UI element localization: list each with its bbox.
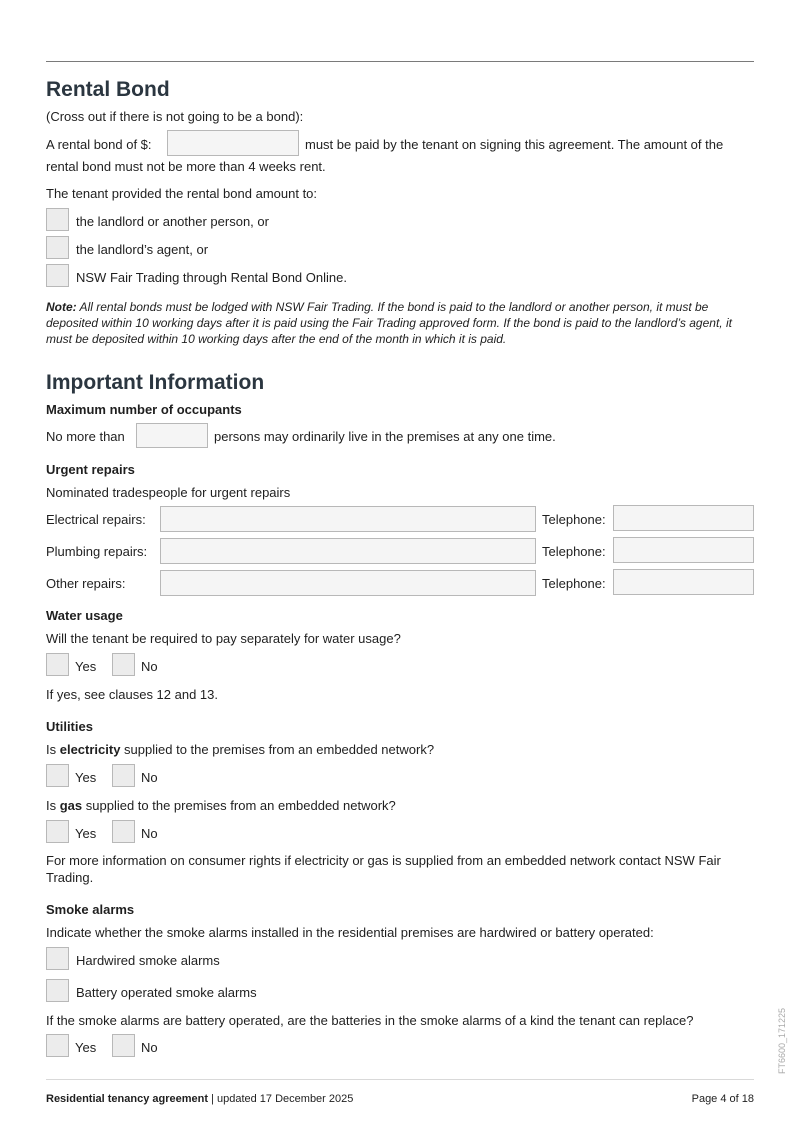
bond-agent-label: the landlord’s agent, or — [76, 242, 209, 257]
occupants-prefix: No more than — [46, 429, 125, 444]
bond-landlord-label: the landlord or another person, or — [76, 214, 269, 229]
other-name-input[interactable] — [160, 570, 536, 596]
footer-doc-title: Residential tenancy agreement — [46, 1093, 209, 1105]
bond-amount-text: must be paid by the tenant on signing this agreement. The amount of the — [305, 137, 724, 152]
electrical-label: Electrical repairs: — [46, 512, 146, 527]
water-usage-question: Will the tenant be required to pay separately for water usage? — [46, 631, 401, 646]
form-code: FT6600_171225 — [777, 1007, 787, 1074]
electricity-no-checkbox[interactable] — [112, 764, 135, 787]
electrical-phone-input[interactable] — [613, 505, 754, 531]
water-no-label: No — [141, 659, 158, 674]
footer-page-number: Page 4 of 18 — [691, 1093, 754, 1105]
gas-no-label: No — [141, 826, 158, 841]
battery-replace-question: If the smoke alarms are battery operated, are the batteries in the smoke alarms of a kind the tenant can replace? — [46, 1013, 694, 1028]
other-phone-input[interactable] — [613, 569, 754, 595]
footer-divider — [46, 1079, 754, 1080]
water-usage-heading: Water usage — [46, 608, 123, 623]
bond-amount-input[interactable] — [167, 130, 299, 156]
gas-question: Is gas supplied to the premises from an embedded network? — [46, 798, 396, 813]
top-divider — [46, 61, 754, 62]
occupants-input[interactable] — [136, 423, 208, 448]
footer-doc-info — [46, 1093, 353, 1105]
battery-replace-yes-label: Yes — [75, 1040, 97, 1055]
water-clauses-note: If yes, see clauses 12 and 13. — [46, 687, 218, 702]
smoke-alarms-question: Indicate whether the smoke alarms installed in the residential premises are hardwired or battery operated: — [46, 925, 654, 940]
embedded-network-info: For more information on consumer rights if electricity or gas is supplied from an embedded network contact NSW Fair Trading. — [46, 853, 721, 885]
gas-bold: gas — [59, 798, 83, 813]
bond-note — [46, 299, 752, 347]
urgent-repairs-intro: Nominated tradespeople for urgent repairs — [46, 485, 291, 500]
water-yes-label: Yes — [75, 659, 97, 674]
rental-bond-title: Rental Bond — [46, 78, 170, 101]
smoke-alarms-heading: Smoke alarms — [46, 902, 135, 917]
hardwired-checkbox[interactable] — [46, 947, 69, 970]
plumbing-label: Plumbing repairs: — [46, 544, 148, 559]
important-info-title: Important Information — [46, 371, 265, 394]
water-no-checkbox[interactable] — [112, 653, 135, 676]
footer-updated: | updated 17 December 2025 — [208, 1093, 354, 1105]
gas-no-checkbox[interactable] — [112, 820, 135, 843]
plumbing-telephone-label: Telephone: — [542, 544, 606, 559]
battery-label: Battery operated smoke alarms — [76, 985, 257, 1000]
electricity-bold: electricity — [59, 742, 121, 757]
water-yes-checkbox[interactable] — [46, 653, 69, 676]
other-telephone-label: Telephone: — [542, 576, 606, 591]
utilities-heading: Utilities — [46, 719, 93, 734]
bond-fairtrading-label: NSW Fair Trading through Rental Bond Online. — [76, 270, 347, 285]
electrical-telephone-label: Telephone: — [542, 512, 606, 527]
battery-checkbox[interactable] — [46, 979, 69, 1002]
gas-yes-label: Yes — [75, 826, 97, 841]
occupants-suffix: persons may ordinarily live in the premises at any one time. — [214, 429, 556, 444]
bond-fairtrading-checkbox[interactable] — [46, 264, 69, 287]
battery-replace-no-checkbox[interactable] — [112, 1034, 135, 1057]
battery-replace-yes-checkbox[interactable] — [46, 1034, 69, 1057]
electricity-question: Is electricity supplied to the premises from an embedded network? — [46, 742, 435, 757]
battery-replace-no-label: No — [141, 1040, 158, 1055]
bond-agent-checkbox[interactable] — [46, 236, 69, 259]
other-repairs-label: Other repairs: — [46, 576, 126, 591]
urgent-repairs-heading: Urgent repairs — [46, 462, 135, 477]
electricity-yes-label: Yes — [75, 770, 97, 785]
electrical-name-input[interactable] — [160, 506, 536, 532]
plumbing-name-input[interactable] — [160, 538, 536, 564]
bond-amount-text-cont: rental bond must not be more than 4 weeks rent. — [46, 159, 326, 174]
bond-provided-to: The tenant provided the rental bond amount to: — [46, 186, 318, 201]
bond-note-text: All rental bonds must be lodged with NSW Fair Trading. If the bond is paid to the landlord or another person, it must be deposited within 10 working days after it is paid using the Fair Trading approved form. If the bond is paid to the landlord’s agent, it must be deposited within 10 working days after the end of the month in which it is paid. — [46, 300, 732, 346]
electricity-no-label: No — [141, 770, 158, 785]
gas-yes-checkbox[interactable] — [46, 820, 69, 843]
cross-out-note: (Cross out if there is not going to be a bond): — [46, 109, 304, 124]
bond-note-label: Note: — [46, 300, 77, 314]
plumbing-phone-input[interactable] — [613, 537, 754, 563]
occupants-heading: Maximum number of occupants — [46, 402, 242, 417]
hardwired-label: Hardwired smoke alarms — [76, 953, 220, 968]
bond-landlord-checkbox[interactable] — [46, 208, 69, 231]
bond-amount-label: A rental bond of $: — [46, 137, 152, 152]
electricity-yes-checkbox[interactable] — [46, 764, 69, 787]
